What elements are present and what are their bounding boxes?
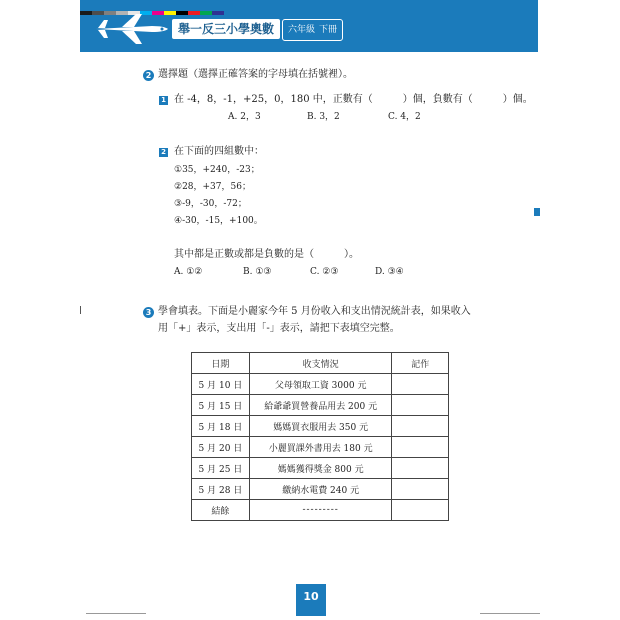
question-2-option-d: D. ③④ bbox=[375, 267, 404, 277]
color-swatch bbox=[200, 11, 212, 15]
question-1-option-c: C. 4，2 bbox=[388, 112, 421, 122]
table-cell-date: 5 月 25 日 bbox=[192, 458, 250, 479]
table-cell-date: 5 月 28 日 bbox=[192, 479, 250, 500]
question-2-option-a: A. ①② bbox=[174, 267, 203, 277]
table-header-record: 記作 bbox=[392, 353, 449, 374]
table-header-situation: 收支情況 bbox=[249, 353, 392, 374]
book-title: 舉一反三小學奧數 bbox=[172, 19, 280, 39]
question-2-intro: 在下面的四組數中： bbox=[174, 146, 264, 157]
color-calibration-strip bbox=[80, 0, 538, 4]
question-2-number: 2 bbox=[159, 148, 168, 157]
table-row bbox=[192, 479, 449, 500]
section-3-number: 3 bbox=[143, 307, 154, 318]
table-row bbox=[192, 458, 449, 479]
question-2-option-c: C. ②③ bbox=[310, 267, 339, 277]
table-cell-record bbox=[392, 500, 449, 521]
table-row bbox=[192, 374, 449, 395]
table-cell-situation: 小麗買課外書用去 180 元 bbox=[249, 437, 392, 458]
table-cell-date: 5 月 15 日 bbox=[192, 395, 250, 416]
color-swatch bbox=[212, 11, 224, 15]
table-row bbox=[192, 395, 449, 416]
table-cell-situation: 父母領取工資 3000 元 bbox=[249, 374, 392, 395]
registration-mark bbox=[80, 306, 81, 314]
question-2-group-2: ②28，+37，56； bbox=[174, 182, 251, 192]
section-2-number: 2 bbox=[143, 70, 154, 81]
section-3-line-1: 學會填表。下面是小麗家今年 5 月份收入和支出情況統計表，如果收入 bbox=[158, 306, 471, 317]
table-cell-record bbox=[392, 395, 449, 416]
table-header-row bbox=[192, 353, 449, 374]
table-cell-record bbox=[392, 416, 449, 437]
table-cell-date: 結餘 bbox=[192, 500, 250, 521]
color-swatch bbox=[80, 11, 92, 15]
question-1-option-a: A. 2，3 bbox=[228, 112, 261, 122]
question-1-option-b: B. 3，2 bbox=[307, 112, 340, 122]
question-1-text: 在 -4，8，-1，+25，0，180 中，正數有（ ）個，負數有（ ）個。 bbox=[174, 94, 533, 105]
color-swatch bbox=[188, 11, 200, 15]
grade-badge bbox=[282, 19, 343, 41]
side-tab-mark bbox=[534, 208, 540, 216]
table-row bbox=[192, 437, 449, 458]
section-2-title: 選擇題（選擇正確答案的字母填在括號裡）。 bbox=[158, 69, 353, 80]
table-cell-situation: 繳納水電費 240 元 bbox=[249, 479, 392, 500]
income-expense-table bbox=[191, 352, 449, 521]
table-cell-record bbox=[392, 374, 449, 395]
grade-label: 六年級 bbox=[288, 25, 316, 35]
table-cell-record bbox=[392, 437, 449, 458]
table-cell-record bbox=[392, 479, 449, 500]
table-row bbox=[192, 416, 449, 437]
question-2-group-1: ①35，+240，-23； bbox=[174, 165, 260, 175]
table-cell-date: 5 月 18 日 bbox=[192, 416, 250, 437]
table-cell-situation: --------- bbox=[249, 500, 392, 521]
table-cell-date: 5 月 20 日 bbox=[192, 437, 250, 458]
question-2-group-3: ③-9，-30，-72； bbox=[174, 199, 247, 209]
table-cell-record bbox=[392, 458, 449, 479]
table-cell-situation: 給爺爺買營養品用去 200 元 bbox=[249, 395, 392, 416]
airplane-icon bbox=[92, 12, 172, 46]
page-number: 10 bbox=[296, 584, 326, 616]
color-swatch bbox=[176, 11, 188, 15]
table-cell-date: 5 月 10 日 bbox=[192, 374, 250, 395]
footer-rule-left bbox=[86, 613, 146, 614]
table-cell-situation: 媽媽買衣服用去 350 元 bbox=[249, 416, 392, 437]
question-2-question: 其中都是正數或都是負數的是（ ）。 bbox=[174, 249, 359, 260]
section-3-line-2: 用「+」表示，支出用「-」表示，請把下表填空完整。 bbox=[158, 323, 400, 334]
table-header-date: 日期 bbox=[192, 353, 250, 374]
table-cell-situation: 媽媽獲得獎金 800 元 bbox=[249, 458, 392, 479]
question-2-group-4: ④-30，-15，+100。 bbox=[174, 216, 263, 226]
question-1-number: 1 bbox=[159, 96, 168, 105]
footer-rule-right bbox=[480, 613, 540, 614]
table-row-balance bbox=[192, 500, 449, 521]
volume-label: 下冊 bbox=[319, 25, 338, 35]
question-2-option-b: B. ①③ bbox=[243, 267, 272, 277]
